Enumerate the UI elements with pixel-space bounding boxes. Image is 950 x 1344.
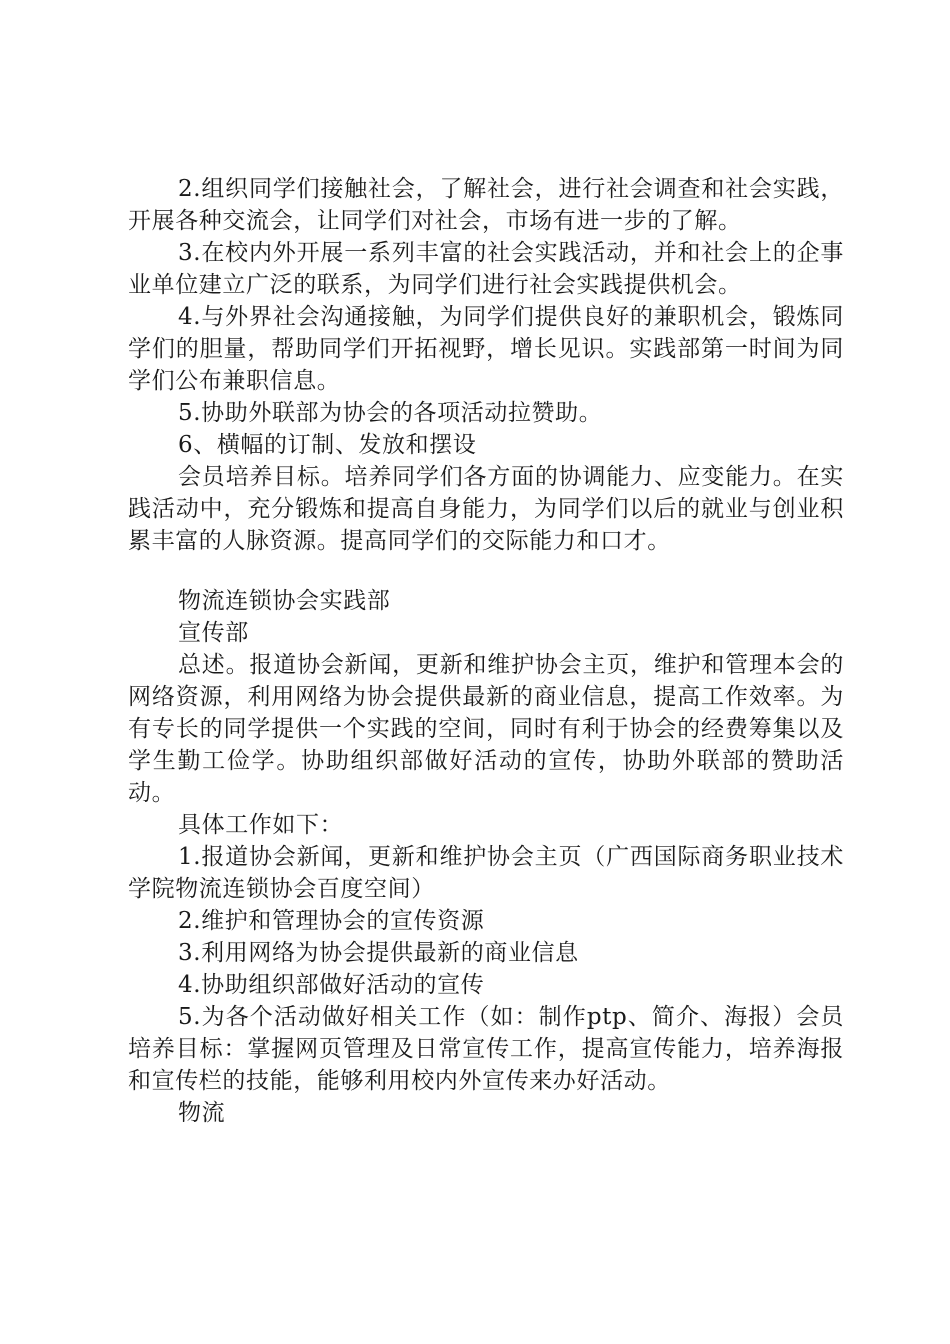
section-caption: 物流连锁协会实践部 <box>178 588 391 614</box>
paragraph-item-4: 4.与外界社会沟通接触，为同学们提供良好的兼职机会，锻炼同学们的胆量，帮助同学们开拓视野，增长见识。实践部第一时间为同学们公布兼职信息。 <box>128 304 844 394</box>
task-item-5: 5.为各个活动做好相关工作（如：制作ptp、简介、海报）会员培养目标：掌握网页管理及日常宣传工作，提高宣传能力，培养海报和宣传栏的技能，能够利用校内外宣传来办好活动。 <box>128 1004 844 1094</box>
task-item-1: 1.报道协会新闻，更新和维护协会主页（广西国际商务职业技术学院物流连锁协会百度空间） <box>128 844 844 902</box>
paragraph-item-6: 6、横幅的订制、发放和摆设 <box>178 432 477 458</box>
task-item-4: 4.协助组织部做好活动的宣传 <box>178 972 485 998</box>
section-heading-publicity: 宣传部 <box>178 620 249 646</box>
document-body <box>128 173 844 1129</box>
paragraph-item-3: 3.在校内外开展一系列丰富的社会实践活动，并和社会上的企事业单位建立广泛的联系，为同学们进行社会实践提供机会。 <box>128 240 844 298</box>
paragraph-tasks-intro: 具体工作如下： <box>178 812 344 838</box>
paragraph-spacer <box>128 557 844 585</box>
paragraph-training-goal: 会员培养目标。培养同学们各方面的协调能力、应变能力。在实践活动中，充分锻炼和提高自身能力，为同学们以后的就业与创业积累丰富的人脉资源。提高同学们的交际能力和口才。 <box>128 464 844 554</box>
paragraph-item-5: 5.协助外联部为协会的各项活动拉赞助。 <box>178 400 603 426</box>
paragraph-overview: 总述。报道协会新闻，更新和维护协会主页，维护和管理本会的网络资源，利用网络为协会提供最新的商业信息，提高工作效率。为有专长的同学提供一个实践的空间，同时有利于协会的经费筹集以及学生勤工俭学。协助组织部做好活动的宣传，协助外联部的赞助活动。 <box>128 652 844 806</box>
task-item-2: 2.维护和管理协会的宣传资源 <box>178 908 485 934</box>
section-heading-logistics: 物流 <box>178 1100 226 1126</box>
paragraph-item-2: 2.组织同学们接触社会，了解社会，进行社会调查和社会实践，开展各种交流会，让同学们对社会，市场有进一步的了解。 <box>128 176 844 234</box>
task-item-3: 3.利用网络为协会提供最新的商业信息 <box>178 940 579 966</box>
